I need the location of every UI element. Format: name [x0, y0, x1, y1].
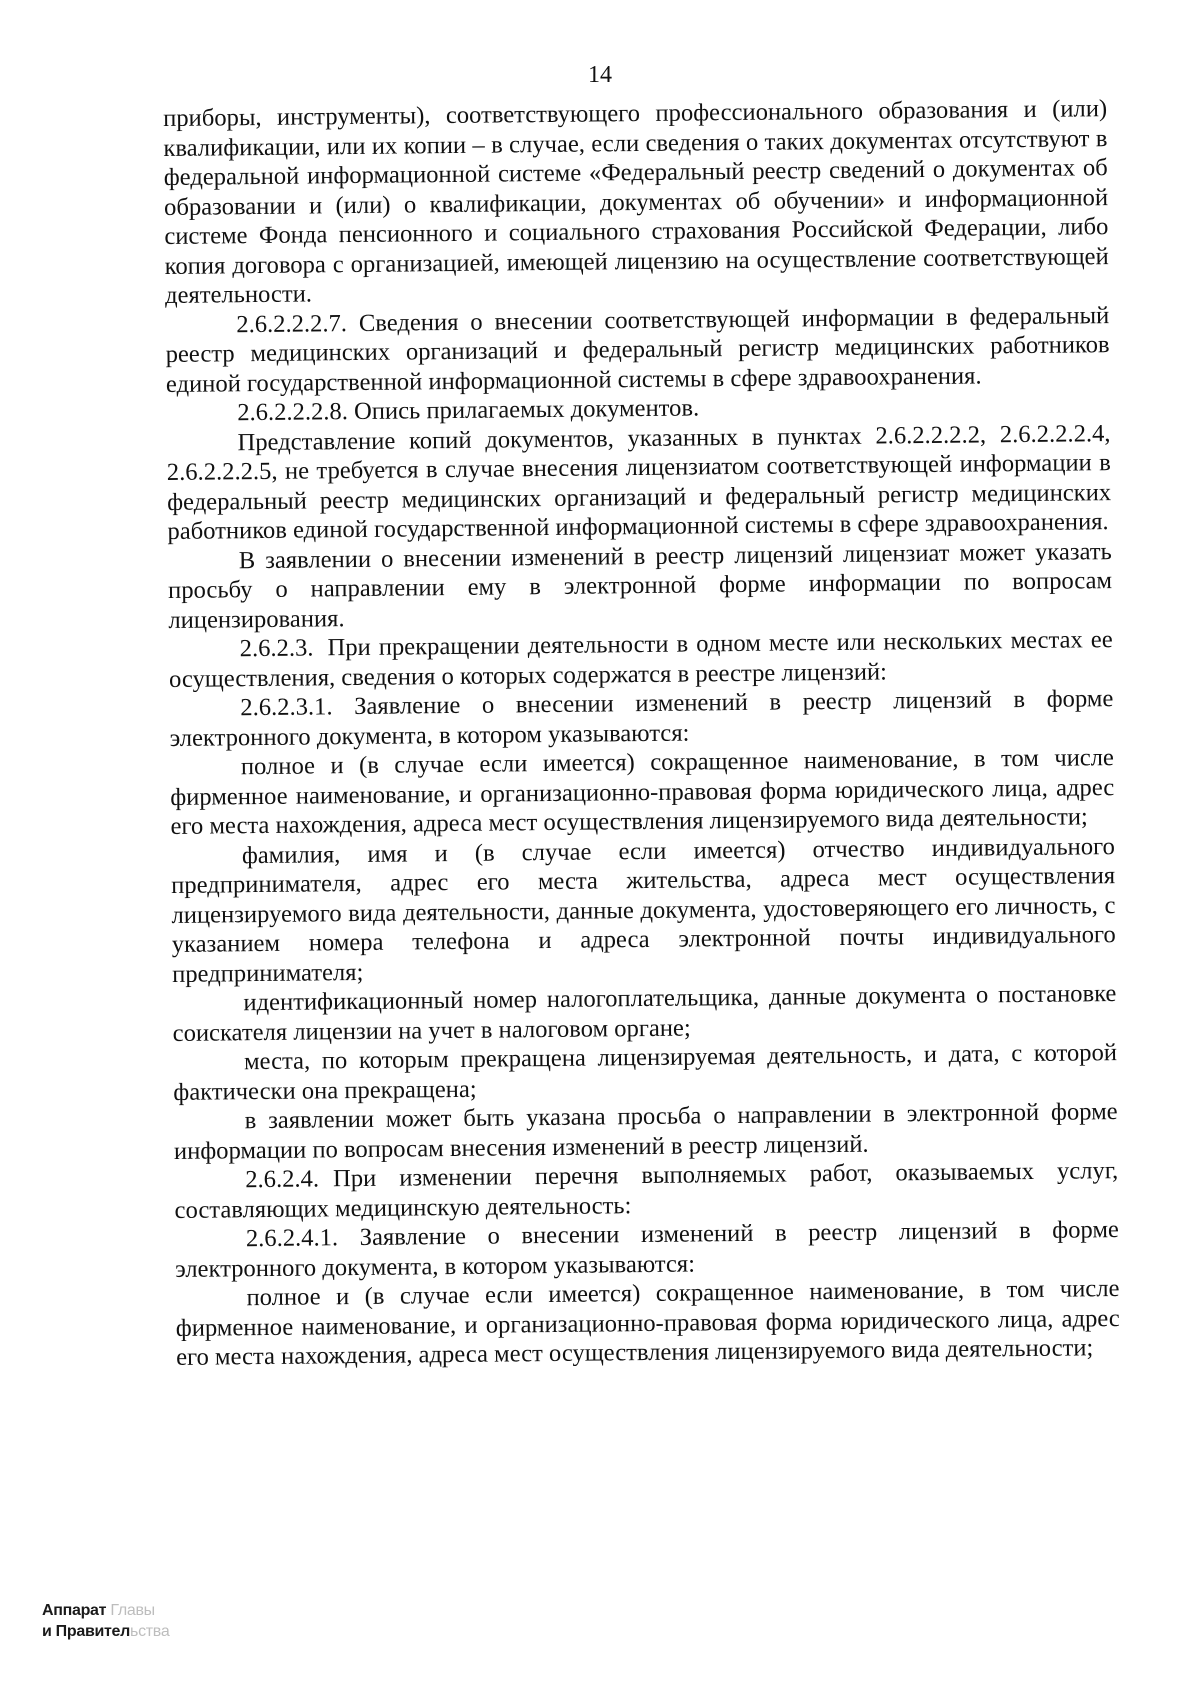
paragraph-7: 2.6.2.3.1. Заявление о внесении изменений в реестр лицензий в форме электронного документа, в котором указываются: [169, 685, 1114, 752]
paragraph-13 [174, 1156, 1119, 1225]
document-body [163, 94, 1120, 1372]
paragraph-9: фамилия, имя и (в случае если имеется) отчество индивидуального предпринимателя, адрес его места жительства, адреса мест осуществления лицензируемого вида деятельности, данные документа, удостоверяющего его личность, с указанием номера телефона и адреса электронной почты индивидуального предпринимателя; [171, 832, 1116, 988]
paragraph-14: 2.6.2.4.1. Заявление о внесении изменений в реестр лицензий в форме электронного документа, в котором указываются: [175, 1216, 1119, 1283]
clause-text: При изменении перечня выполняемых работ, оказываемых услуг, составляющих медицинскую деятельность: [174, 1157, 1119, 1224]
page-number: 14 [588, 62, 612, 88]
paragraph-12: в заявлении может быть указана просьба о направлении в электронной форме информации по вопросам внесения изменений в реестр лицензий. [173, 1098, 1118, 1165]
paragraph-4: Представление копий документов, указанных в пунктах 2.6.2.2.2.2, 2.6.2.2.2.4, 2.6.2.2.2.5, не требуется в случае внесения лицензиатом соответствующей информации в федеральный реестр медицинских организаций и федеральный регистр медицинских работников единой государственной информационной системы в сфере здравоохранения. [166, 419, 1112, 545]
clause-number: 2.6.2.4. [245, 1165, 320, 1194]
paragraph-2: 2.6.2.2.2.7. Сведения о внесении соответствующей информации в федеральный реестр медицинских организаций и федеральный регистр медицинских работников единой государственной информационной системы в сфере здравоохранения. [165, 301, 1110, 398]
paragraph-8: полное и (в случае если имеется) сокращенное наименование, в том числе фирменное наименование, и организационно-правовая форма юридического лица, адрес его места нахождения, адреса мест осуществления лицензируемого вида деятельности; [170, 744, 1115, 840]
paragraph-10: идентификационный номер налогоплательщика, данные документа о постановке соискателя лицензии на учет в налоговом органе; [172, 980, 1117, 1047]
paragraph-5: В заявлении о внесении изменений в реестр лицензий лицензиат может указать просьбу о направлении ему в электронной форме информации по вопросам лицензирования. [167, 537, 1113, 634]
paragraph-1: приборы, инструменты), соответствующего профессионального образования и (или) квалификации, или их копии – в случае, если сведения о таких документах отсутствуют в федеральной информационной системе «Федеральный реестр сведений о документах об образовании и (или) о квалификации, документах об обучении» и информационной системе Фонда пенсионного и социального страхования Российской Федерации, либо копия договора с организацией, имеющей лицензию на осуществление соответствующей деятельности. [163, 95, 1109, 309]
stamp-line-1: Аппарат Главы [42, 1602, 155, 1619]
paragraph-11: места, по которым прекращена лицензируемая деятельность, и дата, с которой фактически она прекращена; [173, 1039, 1118, 1106]
clause-number: 2.6.2.3. [239, 634, 314, 663]
clause-text: При прекращении деятельности в одном месте или нескольких местах ее осуществления, сведения о которых содержатся в реестре лицензий: [168, 626, 1113, 693]
paragraph-3: 2.6.2.2.2.8. Опись прилагаемых документов. [237, 394, 700, 427]
paragraph-15: полное и (в случае если имеется) сокращенное наименование, в том числе фирменное наименование, и организационно-правовая форма юридического лица, адрес его места нахождения, адреса мест осуществления лицензируемого вида деятельности; [175, 1275, 1120, 1371]
stamp-line-2: и Правительства [42, 1623, 170, 1640]
registration-stamp [42, 1600, 169, 1642]
paragraph-6 [169, 625, 1114, 694]
